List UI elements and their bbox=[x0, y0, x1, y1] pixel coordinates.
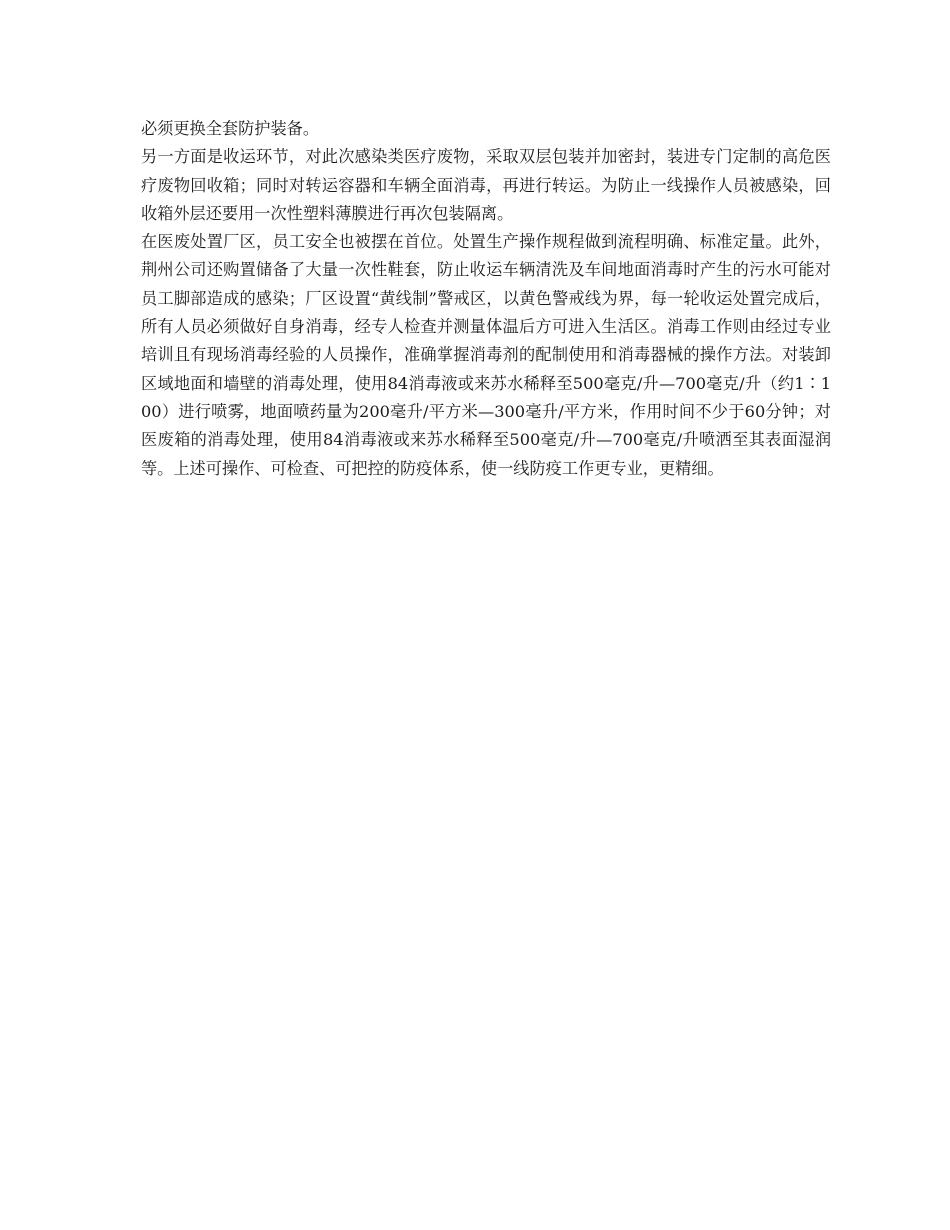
paragraph-disposal-plant: 在医废处置厂区，员工安全也被摆在首位。处置生产操作规程做到流程明确、标准定量。此外，荆州公司还购置储备了大量一次性鞋套，防止收运车辆清洗及车间地面消毒时产生的污水可能对员工脚部造成的感染；厂区设置“黄线制”警戒区，以黄色警戒线为界，每一轮收运处置完成后，所有人员必须做好自身消毒，经专人检查并测量体温后方可进入生活区。消毒工作则由经过专业培训且有现场消毒经验的人员操作，准确掌握消毒剂的配制使用和消毒器械的操作方法。对装卸区域地面和墙壁的消毒处理，使用84消毒液或来苏水稀释至500毫克/升—700毫克/升（约1∶100）进行喷雾，地面喷药量为200毫升/平方米—300毫升/平方米，作用时间不少于60分钟；对医废箱的消毒处理，使用84消毒液或来苏水稀释至500毫克/升—700毫克/升喷洒至其表面湿润等。上述可操作、可检查、可把控的防疫体系，使一线防疫工作更专业，更精细。 bbox=[141, 232, 831, 478]
document-body bbox=[141, 115, 831, 483]
paragraph-protective-gear: 必须更换全套防护装备。 bbox=[141, 119, 320, 138]
paragraph-collection-transport: 另一方面是收运环节，对此次感染类医疗废物，采取双层包装并加密封，装进专门定制的高危医疗废物回收箱；同时对转运容器和车辆全面消毒，再进行转运。为防止一线操作人员被感染，回收箱外层还要用一次性塑料薄膜进行再次包装隔离。 bbox=[141, 147, 831, 223]
